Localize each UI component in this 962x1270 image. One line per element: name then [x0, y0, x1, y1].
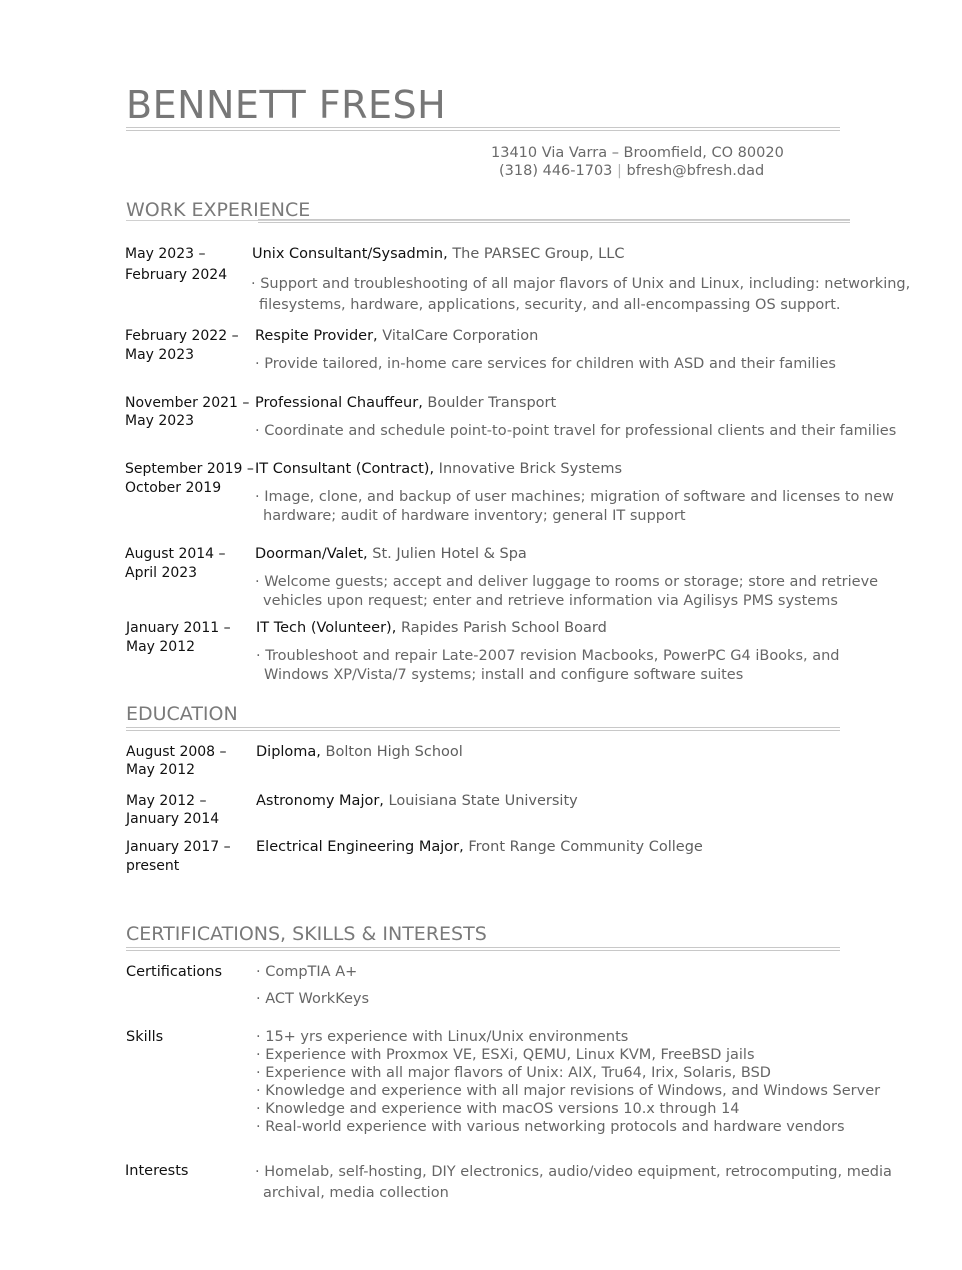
edu-date-start: May 2012 –: [126, 793, 207, 809]
skill-item: · Experience with Proxmox VE, ESXi, QEMU, Linux KVM, FreeBSD jails: [256, 1047, 755, 1063]
email-address: bfresh@bfresh.dad: [626, 163, 765, 179]
employer: Innovative Brick Systems: [438, 461, 623, 477]
degree: Electrical Engineering Major,: [256, 839, 464, 855]
edu-entry: [256, 838, 703, 857]
edu-entry: [256, 792, 578, 811]
employer: Rapides Parish School Board: [400, 620, 607, 636]
work-role: [255, 545, 527, 564]
school: Louisiana State University: [388, 793, 578, 809]
employer: VitalCare Corporation: [382, 328, 539, 344]
work-date-start: February 2022 –: [125, 328, 239, 344]
job-title: Professional Chauffeur,: [255, 395, 423, 411]
section-title-certs: CERTIFICATIONS, SKILLS & INTERESTS: [126, 923, 487, 945]
work-role: [255, 327, 538, 346]
certifications-label: Certifications: [126, 964, 223, 980]
skill-item: · Knowledge and experience with all major revisions of Windows, and Windows Server: [256, 1083, 881, 1099]
job-title: Unix Consultant/Sysadmin,: [252, 246, 448, 262]
skills-list: [256, 1028, 880, 1136]
section-divider-certs: [126, 947, 840, 951]
section-divider-education: [126, 727, 840, 731]
phone-number: (318) 446-1703: [499, 163, 613, 179]
interests-text: · Homelab, self-hosting, DIY electronics, audio/video equipment, retrocomputing, media archival, media collection: [255, 1164, 892, 1201]
work-role: [256, 619, 607, 638]
work-date-start: November 2021 –: [125, 395, 250, 411]
school: Front Range Community College: [468, 839, 703, 855]
certification-item: · CompTIA A+: [256, 964, 358, 980]
job-description: · Coordinate and schedule point-to-point travel for professional clients and their families: [255, 423, 897, 439]
degree: Diploma,: [256, 744, 321, 760]
name-divider: [126, 127, 840, 131]
certification-item: · ACT WorkKeys: [256, 991, 370, 1007]
work-date-start: August 2014 –: [125, 546, 226, 562]
work-date-end: May 2023: [125, 413, 195, 429]
school: Bolton High School: [325, 744, 463, 760]
work-date-start: May 2023 –: [125, 246, 206, 262]
section-title-work: WORK EXPERIENCE: [126, 199, 311, 221]
degree: Astronomy Major,: [256, 793, 384, 809]
edu-date-start: January 2017 –: [126, 839, 231, 855]
work-date-start: September 2019 –: [125, 461, 254, 477]
section-underline-work: [126, 220, 850, 221]
job-title: IT Consultant (Contract),: [255, 461, 435, 477]
candidate-name: BENNETT FRESH: [126, 83, 447, 127]
work-date-start: January 2011 –: [126, 620, 231, 636]
job-description: · Welcome guests; accept and deliver luggage to rooms or storage; store and retrieve vehicles upon request; enter and retrieve information via Agilisys PMS systems: [255, 574, 879, 609]
job-title: Doorman/Valet,: [255, 546, 368, 562]
skill-item: · Real-world experience with various networking protocols and hardware vendors: [256, 1119, 845, 1135]
job-description: · Support and troubleshooting of all major flavors of Unix and Linux, including: networking, filesystems, hardware, applications, security, and all-encompassing OS support.: [251, 276, 911, 313]
employer: Boulder Transport: [427, 395, 557, 411]
job-title: Respite Provider,: [255, 328, 378, 344]
section-title-education: EDUCATION: [126, 703, 238, 725]
edu-entry: [256, 743, 463, 762]
contact-line: [499, 162, 764, 180]
job-description: · Provide tailored, in-home care services for children with ASD and their families: [255, 356, 836, 372]
skill-item: · 15+ yrs experience with Linux/Unix environments: [256, 1029, 629, 1045]
edu-date-end: January 2014: [126, 811, 220, 827]
contact-separator: |: [617, 163, 622, 179]
edu-date-end: present: [126, 858, 180, 874]
work-date-end: February 2024: [125, 267, 228, 283]
edu-date-start: August 2008 –: [126, 744, 227, 760]
job-description: · Image, clone, and backup of user machines; migration of software and licenses to new hardware; audit of hardware inventory; general IT support: [255, 489, 894, 524]
skills-label: Skills: [126, 1029, 164, 1045]
work-role: [255, 460, 622, 479]
skill-item: · Knowledge and experience with macOS versions 10.x through 14: [256, 1101, 740, 1117]
work-date-end: October 2019: [125, 480, 222, 496]
work-date-end: May 2023: [125, 347, 195, 363]
edu-date-end: May 2012: [126, 762, 196, 778]
employer: St. Julien Hotel & Spa: [372, 546, 527, 562]
skill-item: · Experience with all major flavors of Unix: AIX, Tru64, Irix, Solaris, BSD: [256, 1065, 771, 1081]
work-date-end: April 2023: [125, 565, 198, 581]
address-line: 13410 Via Varra – Broomfield, CO 80020: [491, 145, 784, 161]
job-description: · Troubleshoot and repair Late-2007 revision Macbooks, PowerPC G4 iBooks, and Windows XP/Vista/7 systems; install and configure software suites: [256, 648, 840, 683]
job-title: IT Tech (Volunteer),: [256, 620, 397, 636]
work-role: [252, 245, 624, 264]
interests-label: Interests: [125, 1163, 189, 1179]
work-role: [255, 394, 556, 413]
work-date-end: May 2012: [126, 639, 196, 655]
employer: The PARSEC Group, LLC: [452, 246, 625, 262]
